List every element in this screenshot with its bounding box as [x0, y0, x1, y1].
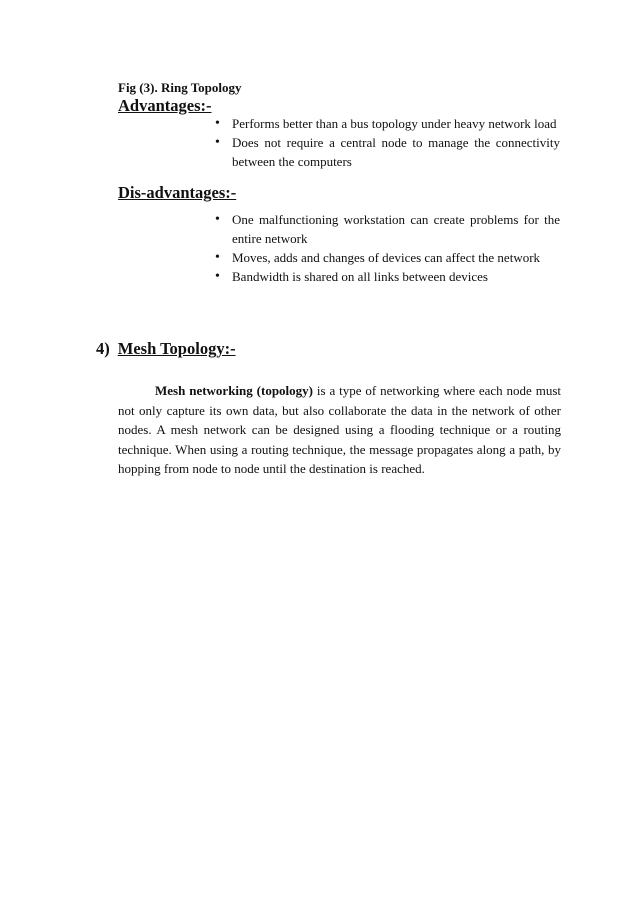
disadvantages-list [215, 210, 560, 286]
list-item: • One malfunctioning workstation can create problems for the entire network [215, 210, 560, 248]
paragraph-lead-term: Mesh networking (topology) [155, 383, 313, 398]
disadvantages-heading: Dis-advantages:- [118, 183, 237, 202]
section-title: Mesh Topology:- [117, 339, 236, 358]
paragraph-body: is a type of networking where each node must not only capture its own data, but also collaborate the data in the network of other nodes. A mesh network can be designed using a flooding technique or a routing technique. When using a routing technique, the message propagates along a path, by hopping from node to node until the destination is reached. [118, 383, 561, 476]
list-item: • Does not require a central node to manage the connectivity between the computers [215, 133, 560, 171]
figure-caption: Fig (3). Ring Topology [118, 80, 242, 95]
list-item: • Bandwidth is shared on all links between devices [215, 267, 560, 286]
advantages-list [215, 114, 560, 171]
section-number: 4) [96, 339, 110, 358]
section-heading [96, 339, 236, 359]
mesh-paragraph [118, 381, 561, 479]
list-item: • Moves, adds and changes of devices can affect the network [215, 248, 560, 267]
advantages-heading: Advantages:- [118, 96, 212, 115]
list-item: • Performs better than a bus topology under heavy network load [215, 114, 560, 133]
